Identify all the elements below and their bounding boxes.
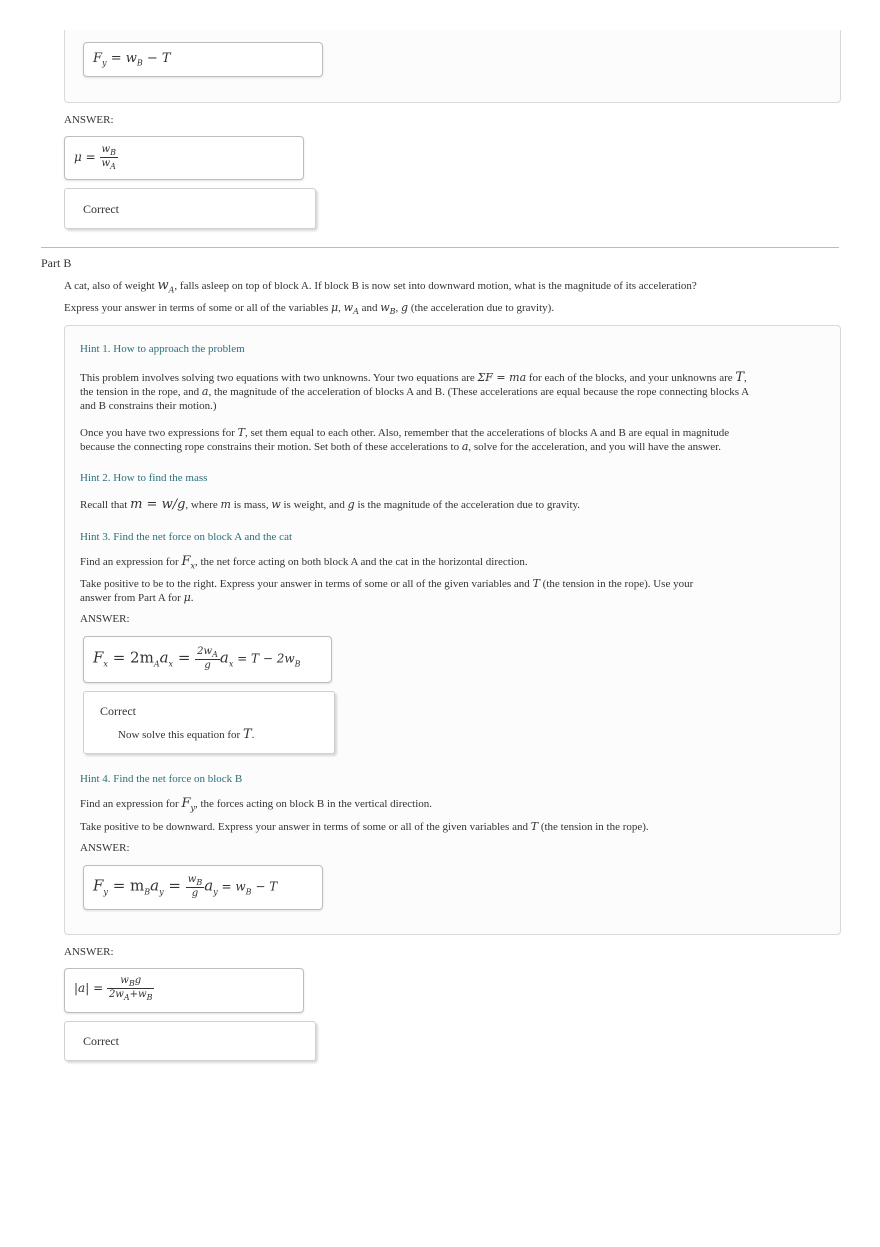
fraction: $\frac{w_Bg}{2w_A+w_B}$ [108,975,153,1002]
hint-3-answer-box[interactable] [83,636,332,683]
status-text: Correct [83,1034,119,1048]
part-b-answer-equation: |a| = $\frac{w_Bg}{2w_A+w_B}$ [74,975,153,1002]
hint-3-equation: $F_x = 2m_Aa_x$ = $\frac{2w_A}{g}$ $a_x = T - 2w_B$ [93,646,301,671]
part-a-answer-label: ANSWER: [64,114,114,126]
hint-1-title[interactable]: Hint 1. How to approach the problem [80,343,245,355]
hint-4-paragraph-2: Take positive to be downward. Express your answer in terms of some or all of the given variables and T (the tension in the rope). [80,820,649,833]
part-a-hint-equation-box [83,42,323,77]
hint-4-answer-label: ANSWER: [80,842,130,854]
part-a-answer-box[interactable] [64,136,304,180]
part-b-answer-label: ANSWER: [64,946,114,958]
hint-1-paragraph-1: This problem involves solving two equations with two unknowns. Your two equations are ΣF = ma for each of the blocks, and your unknowns are T, the tension in the rope, and a, the magnitude of the acceleration of blocks A and B. (These accelerations are equal because the rope connecting blocks A and B constrains their motion.) [80,370,749,412]
hint-3-answer-label: ANSWER: [80,613,130,625]
hint-3-paragraph-2: Take positive to be to the right. Express your answer in terms of some or all of the given variables and T (the tension in the rope). Use your answer from Part A for μ. [80,577,694,604]
part-b-title: Part B [41,256,72,270]
fraction: $\frac{w_B}{w_A}$ [101,144,116,171]
hint-3-followup: Now solve this equation for T. [118,727,255,742]
fraction: $\frac{w_B}{g}$ [187,874,203,899]
hint-3-title[interactable]: Hint 3. Find the net force on block A and the cat [80,531,293,543]
hint-4-title[interactable]: Hint 4. Find the net force on block B [80,773,243,785]
hint-3-status-correct [83,691,335,754]
hint-2-paragraph: Recall that m = w/g, where m is mass, w is weight, and g is the magnitude of the acceleration due to gravity. [80,497,581,512]
hint-1-paragraph-2: Once you have two expressions for T, set them equal to each other. Also, remember that the accelerations of blocks A and B are equal in magnitude because the connecting rope constrains their motion. Set both of these accelerations to a, solve for the acceleration, and you will have the answer. [80,426,730,453]
hint-4-answer-box[interactable] [83,865,323,910]
part-a-hint-equation: $F_y = w_B - T$ [93,51,171,68]
part-b-question: A cat, also of weight $w_A$, falls asleep on top of block A. If block B is now set into downward motion, what is the magnitude of its acceleration? [64,278,697,295]
status-text: Correct [83,202,119,216]
hint-3-paragraph-1: Find an expression for $F_x$, the net force acting on both block A and the cat in the horizontal direction. [80,554,528,571]
part-a-answer-equation: μ = $\frac{w_B}{w_A}$ [74,144,116,171]
part-b-express: Express your answer in terms of some or all of the variables μ, $w_A$ and $w_B$, g (the acceleration due to gravity). [64,301,555,317]
fraction: $\frac{2w_A}{g}$ [197,646,218,671]
status-text: Correct [100,704,136,718]
hint-2-title[interactable]: Hint 2. How to find the mass [80,472,208,484]
part-b-answer-box[interactable] [64,968,304,1013]
section-divider [41,247,839,248]
hint-4-equation: $F_y = m_Ba_y$ = $\frac{w_B}{g}$ $a_y = w_B - T$ [93,874,278,899]
part-a-status-correct [64,188,316,229]
part-b-hints-panel [64,325,841,935]
part-b-status-correct [64,1021,316,1061]
hint-4-paragraph-1: Find an expression for $F_y$, the forces acting on block B in the vertical direction. [80,796,433,813]
